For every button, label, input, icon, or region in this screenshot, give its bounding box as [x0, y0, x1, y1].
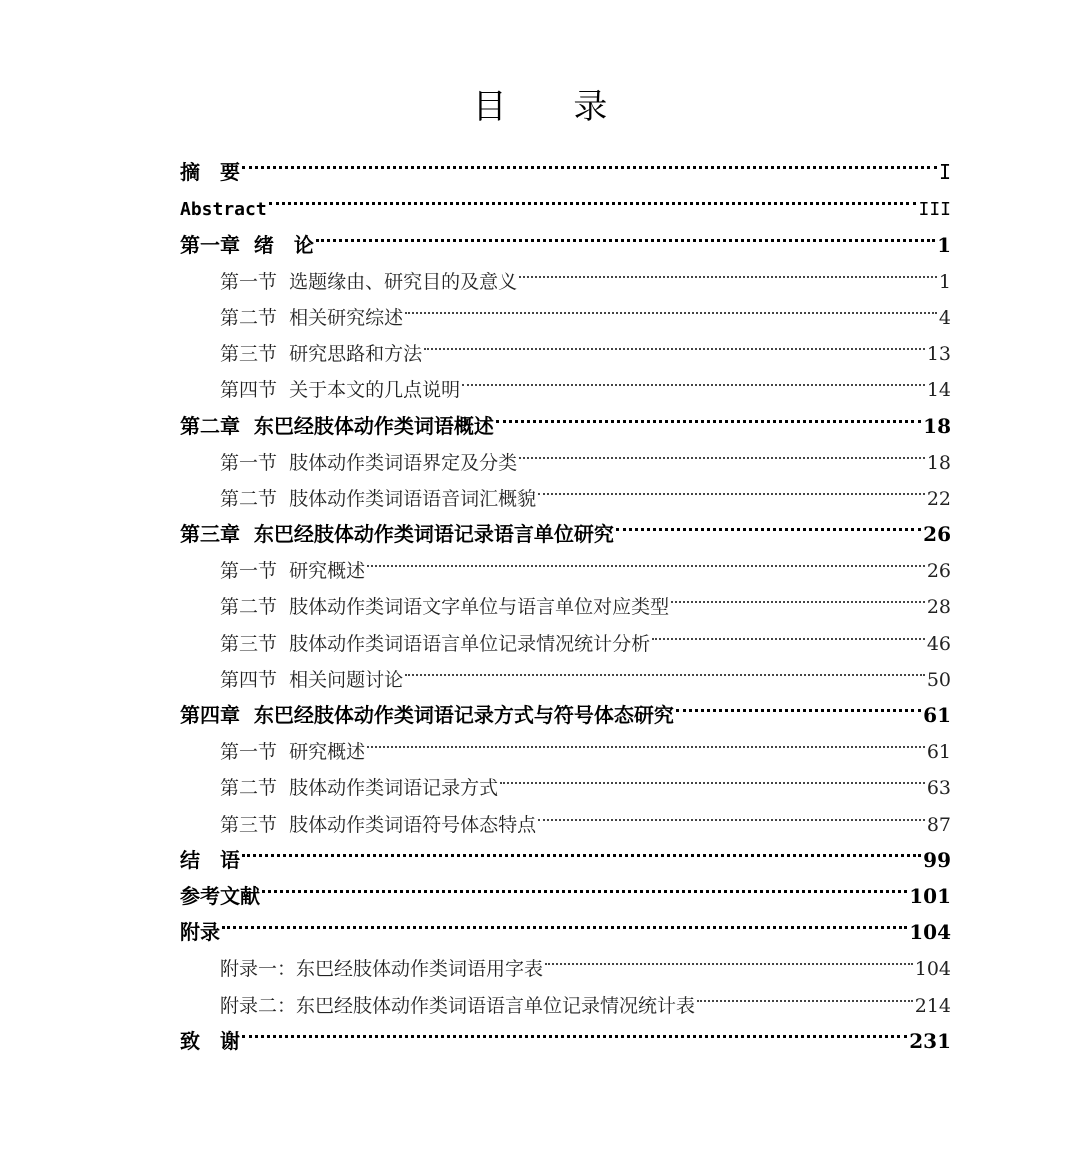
toc-dot-leader: [367, 722, 925, 758]
toc-page-number: 46: [926, 632, 951, 655]
toc-entry-title: 第三节 肢体动作类词语语言单位记录情况统计分析: [220, 632, 651, 655]
toc-page-number: I: [938, 160, 951, 185]
toc-entry-title: 第一节 研究概述: [220, 741, 366, 764]
toc-chapter-entry[interactable]: [180, 831, 951, 872]
toc-page-number: 231: [909, 1028, 951, 1053]
toc-page-number: 22: [926, 487, 951, 510]
toc-page-number: 61: [923, 703, 951, 727]
toc-page-number: 104: [909, 920, 951, 945]
toc-dot-leader: [697, 975, 913, 1011]
table-of-contents: [180, 143, 951, 1053]
toc-chapter-entry[interactable]: [180, 867, 951, 908]
toc-entry-title: 第一节 研究概述: [220, 560, 366, 583]
toc-entry-title: Abstract: [180, 199, 267, 221]
toc-page-number: 18: [923, 413, 951, 438]
toc-entry-title: 第二节 肢体动作类词语记录方式: [220, 777, 499, 800]
page-title: 目 录: [472, 86, 636, 127]
toc-dot-leader: [519, 433, 925, 469]
toc-chapter-entry[interactable]: [180, 179, 951, 221]
toc-page-number: 214: [914, 994, 951, 1017]
toc-page-number: III: [918, 199, 951, 221]
toc-entry-title: 第三章 东巴经肢体动作类词语记录语言单位研究: [180, 522, 614, 547]
toc-page-number: 61: [926, 741, 951, 764]
toc-dot-leader: [676, 686, 921, 722]
toc-dot-leader: [405, 288, 937, 324]
toc-dot-leader: [405, 650, 925, 686]
toc-dot-leader: [519, 252, 937, 288]
toc-entry-title: 第二章 东巴经肢体动作类词语概述: [180, 413, 494, 438]
toc-entry-title: 附录一：东巴经肢体动作类词语用字表: [220, 958, 544, 981]
toc-dot-leader: [269, 179, 917, 215]
toc-page-number: 28: [926, 596, 951, 619]
toc-page-number: 4: [938, 306, 951, 329]
toc-entry-title: 第一节 选题缘由、研究目的及意义: [220, 270, 518, 293]
toc-entry-title: 致 谢: [180, 1028, 240, 1053]
toc-entry-title: 附录: [180, 920, 220, 945]
toc-entry-title: 附录二：东巴经肢体动作类词语语言单位记录情况统计表: [220, 994, 696, 1017]
toc-dot-leader: [462, 360, 925, 396]
toc-dot-leader: [652, 613, 925, 649]
toc-page-number: 18: [926, 451, 951, 474]
toc-section-entry[interactable]: [180, 939, 951, 981]
toc-dot-leader: [538, 794, 925, 830]
toc-page-number: 26: [926, 560, 951, 583]
toc-entry-title: 第三节 研究思路和方法: [220, 343, 423, 366]
toc-entry-title: 第三节 肢体动作类词语符号体态特点: [220, 813, 537, 836]
toc-entry-title: 第二节 肢体动作类词语文字单位与语言单位对应类型: [220, 596, 670, 619]
toc-entry-title: 第一章 绪 论: [180, 232, 314, 257]
toc-entry-title: 摘 要: [180, 160, 240, 185]
toc-entry-title: 第一节 肢体动作类词语界定及分类: [220, 451, 518, 474]
toc-dot-leader: [616, 505, 921, 541]
toc-dot-leader: [316, 215, 935, 251]
toc-entry-title: 结 语: [180, 847, 240, 872]
toc-entry-title: 第四章 东巴经肢体动作类词语记录方式与符号体态研究: [180, 703, 674, 727]
toc-dot-leader: [538, 469, 925, 505]
toc-entry-title: 第四节 关于本文的几点说明: [220, 379, 461, 402]
toc-chapter-entry[interactable]: [180, 903, 951, 945]
toc-dot-leader: [496, 396, 921, 432]
toc-dot-leader: [242, 831, 921, 867]
toc-chapter-entry[interactable]: [180, 143, 951, 185]
toc-page-number: 14: [926, 379, 951, 402]
toc-dot-leader: [242, 143, 937, 179]
toc-page-number: 99: [923, 847, 951, 872]
toc-dot-leader: [424, 324, 925, 360]
toc-entry-title: 参考文献: [180, 883, 260, 908]
toc-dot-leader: [222, 903, 907, 939]
toc-page-number: 63: [926, 777, 951, 800]
toc-entry-title: 第二节 肢体动作类词语语音词汇概貌: [220, 487, 537, 510]
toc-dot-leader: [242, 1012, 907, 1048]
toc-page-number: 87: [926, 813, 951, 836]
toc-page-number: 13: [926, 343, 951, 366]
toc-dot-leader: [671, 577, 925, 613]
toc-dot-leader: [367, 541, 925, 577]
toc-chapter-entry[interactable]: [180, 1012, 951, 1053]
toc-dot-leader: [545, 939, 913, 975]
toc-dot-leader: [262, 867, 907, 903]
toc-entry-title: 第四节 相关问题讨论: [220, 668, 404, 691]
toc-dot-leader: [500, 758, 925, 794]
toc-page-number: 50: [926, 668, 951, 691]
toc-page-number: 1: [937, 232, 951, 257]
toc-entry-title: 第二节 相关研究综述: [220, 306, 404, 329]
toc-chapter-entry[interactable]: [180, 215, 951, 257]
toc-page-number: 1: [938, 270, 951, 293]
toc-page-number: 26: [923, 522, 951, 547]
toc-page-number: 104: [914, 958, 951, 981]
toc-page-number: 101: [909, 883, 951, 908]
